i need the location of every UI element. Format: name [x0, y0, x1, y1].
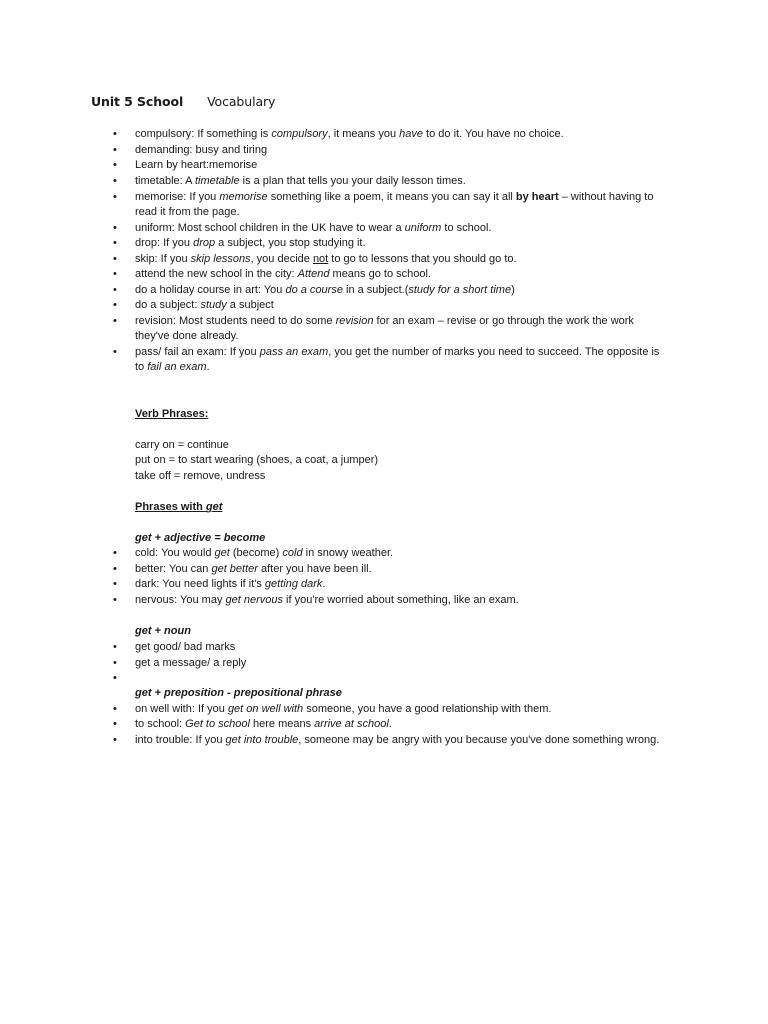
- text-run: fail an exam: [147, 361, 207, 373]
- text-run: pass/ fail an exam: If you: [135, 346, 260, 358]
- list-item: [135, 283, 515, 299]
- list-item: get good/ bad marks: [135, 641, 236, 653]
- text-run: if you're worried about something, like an exam.: [283, 594, 519, 606]
- list-item: get a message/ a reply: [135, 657, 247, 669]
- bullet: •: [113, 657, 117, 669]
- list-item: [135, 190, 653, 206]
- bullet: •: [113, 547, 117, 559]
- bullet: •: [113, 299, 117, 311]
- text-run: in snowy weather.: [302, 547, 394, 559]
- verb-phrases-heading: Verb Phrases:: [135, 408, 209, 420]
- text-run: get into trouble: [225, 734, 299, 746]
- text-run: become: [223, 532, 266, 544]
- bullet: •: [113, 284, 117, 296]
- bullet: •: [113, 346, 117, 358]
- text-run: study: [200, 299, 227, 311]
- text-run: to school.: [441, 222, 492, 234]
- text-run: better: You can: [135, 563, 212, 575]
- bullet: •: [113, 159, 117, 171]
- bullet: •: [113, 315, 117, 327]
- text-run: pass an exam: [259, 346, 329, 358]
- text-run: get better: [211, 563, 258, 575]
- text-run: get: [135, 687, 152, 699]
- text-run: do a subject:: [135, 299, 201, 311]
- get-noun-heading: [135, 624, 191, 640]
- verb-phrase-item: carry on = continue: [135, 439, 229, 451]
- text-run: here means: [249, 718, 315, 730]
- text-run: uniform: [404, 222, 442, 234]
- text-run: +: [151, 687, 165, 699]
- text-run: in a subject.(: [342, 284, 409, 296]
- text-run: cold: [282, 547, 303, 559]
- bullet: •: [113, 641, 117, 653]
- list-item: [135, 733, 659, 749]
- text-run: get: [214, 547, 230, 559]
- text-run: =: [211, 532, 224, 544]
- text-run: timetable: A: [135, 175, 195, 187]
- text-run: do a holiday course in art: You: [135, 284, 286, 296]
- text-run: adjective: [164, 532, 212, 544]
- text-run: compulsory: [271, 128, 328, 140]
- list-item: [135, 314, 634, 330]
- text-run: .: [388, 718, 392, 730]
- text-run: for an exam – revise or go through the work the work: [373, 315, 634, 327]
- bullet: •: [113, 672, 117, 684]
- text-run: to go to lessons that you should go to.: [328, 253, 517, 265]
- bullet: •: [113, 563, 117, 575]
- text-run: someone, you have a good relationship with them.: [303, 703, 552, 715]
- list-item: demanding: busy and tiring: [135, 144, 268, 156]
- text-run: get: [205, 501, 223, 513]
- text-run: revision: Most students need to do some: [135, 315, 336, 327]
- text-run: get: [135, 625, 152, 637]
- list-item: [135, 174, 466, 190]
- text-run: (become): [229, 547, 283, 559]
- list-item: [135, 298, 274, 314]
- text-run: by heart: [515, 191, 559, 203]
- text-run: means go to school.: [329, 268, 431, 280]
- bullet: •: [113, 175, 117, 187]
- text-run: , you decide: [250, 253, 313, 265]
- text-run: a subject, you stop studying it.: [215, 237, 366, 249]
- text-run: getting dark: [264, 578, 323, 590]
- list-item-continuation: read it from the page.: [135, 206, 240, 218]
- list-item: [135, 577, 325, 593]
- text-run: -: [223, 687, 234, 699]
- bullet: •: [113, 222, 117, 234]
- bullet: •: [113, 594, 117, 606]
- text-run: drop: If you: [135, 237, 194, 249]
- list-item: [135, 717, 392, 733]
- list-item-continuation: [135, 360, 210, 376]
- text-run: +: [151, 532, 165, 544]
- text-run: attend the new school in the city:: [135, 268, 298, 280]
- text-run: memorise: If you: [135, 191, 220, 203]
- get-preposition-heading: [135, 686, 342, 702]
- text-run: dark: You need lights if it's: [135, 578, 265, 590]
- verb-phrase-item: put on = to start wearing (shoes, a coat, a jumper): [135, 454, 379, 466]
- text-run: study for a short time: [408, 284, 512, 296]
- bullet: •: [113, 128, 117, 140]
- list-item: [135, 267, 431, 283]
- text-run: to: [135, 361, 148, 373]
- text-run: – without having to: [558, 191, 654, 203]
- text-run: , someone may be angry with you because you've done something wrong.: [298, 734, 660, 746]
- text-run: preposition: [164, 687, 224, 699]
- get-adjective-heading: [135, 531, 265, 547]
- text-run: Attend: [297, 268, 330, 280]
- text-run: , it means you: [327, 128, 400, 140]
- list-item: [135, 252, 517, 268]
- section-title: Vocabulary: [207, 94, 276, 109]
- list-item: [135, 345, 659, 361]
- list-item: [135, 546, 393, 562]
- text-run: drop: [193, 237, 216, 249]
- bullet: •: [113, 268, 117, 280]
- list-item: [135, 593, 519, 609]
- text-run: nervous: You may: [135, 594, 226, 606]
- list-item: Learn by heart:memorise: [135, 159, 258, 171]
- bullet: •: [113, 144, 117, 156]
- verb-phrase-item: take off = remove, undress: [135, 470, 266, 482]
- bullet: •: [113, 718, 117, 730]
- bullet: •: [113, 578, 117, 590]
- text-run: .: [206, 361, 210, 373]
- text-run: +: [151, 625, 165, 637]
- text-run: get on well with: [227, 703, 304, 715]
- text-run: skip lessons: [190, 253, 251, 265]
- text-run: get: [135, 532, 152, 544]
- text-run: not: [312, 253, 329, 265]
- list-item: [135, 702, 551, 718]
- text-run: cold: You would: [135, 547, 215, 559]
- text-run: ): [511, 284, 515, 296]
- text-run: memorise: [219, 191, 268, 203]
- text-run: compulsory: If something is: [135, 128, 272, 140]
- text-run: to school:: [135, 718, 186, 730]
- page-title: [91, 94, 275, 109]
- bullet: •: [113, 253, 117, 265]
- bullet: •: [113, 237, 117, 249]
- text-run: on well with: If you: [135, 703, 228, 715]
- list-item: [135, 127, 564, 143]
- text-run: into trouble: If you: [135, 734, 226, 746]
- list-item: [135, 562, 372, 578]
- bullet: •: [113, 703, 117, 715]
- list-item: [135, 221, 491, 237]
- text-run: .: [322, 578, 326, 590]
- text-run: timetable: [194, 175, 240, 187]
- text-run: get nervous: [225, 594, 283, 606]
- unit-title: Unit 5 School: [91, 94, 184, 109]
- text-run: Phrases with: [135, 501, 206, 513]
- bullet: •: [113, 191, 117, 203]
- text-run: after you have been ill.: [257, 563, 372, 575]
- text-run: uniform: Most school children in the UK have to wear a: [135, 222, 405, 234]
- get-phrases-heading: [135, 500, 222, 516]
- text-run: , you get the number of marks you need to succeed. The opposite is: [328, 346, 660, 358]
- list-item: [135, 236, 366, 252]
- text-run: arrive at school: [314, 718, 389, 730]
- text-run: a subject: [226, 299, 274, 311]
- text-run: have: [399, 128, 423, 140]
- text-run: do a course: [285, 284, 343, 296]
- text-run: Get to school: [185, 718, 250, 730]
- text-run: noun: [164, 625, 191, 637]
- text-run: something like a poem, it means you can say it all: [267, 191, 516, 203]
- text-run: prepositional phrase: [233, 687, 342, 699]
- text-run: to do it. You have no choice.: [423, 128, 564, 140]
- bullet: •: [113, 734, 117, 746]
- text-run: is a plan that tells you your daily lesson times.: [239, 175, 466, 187]
- text-run: revision: [335, 315, 374, 327]
- text-run: skip: If you: [135, 253, 191, 265]
- list-item-continuation: they've done already.: [135, 330, 239, 342]
